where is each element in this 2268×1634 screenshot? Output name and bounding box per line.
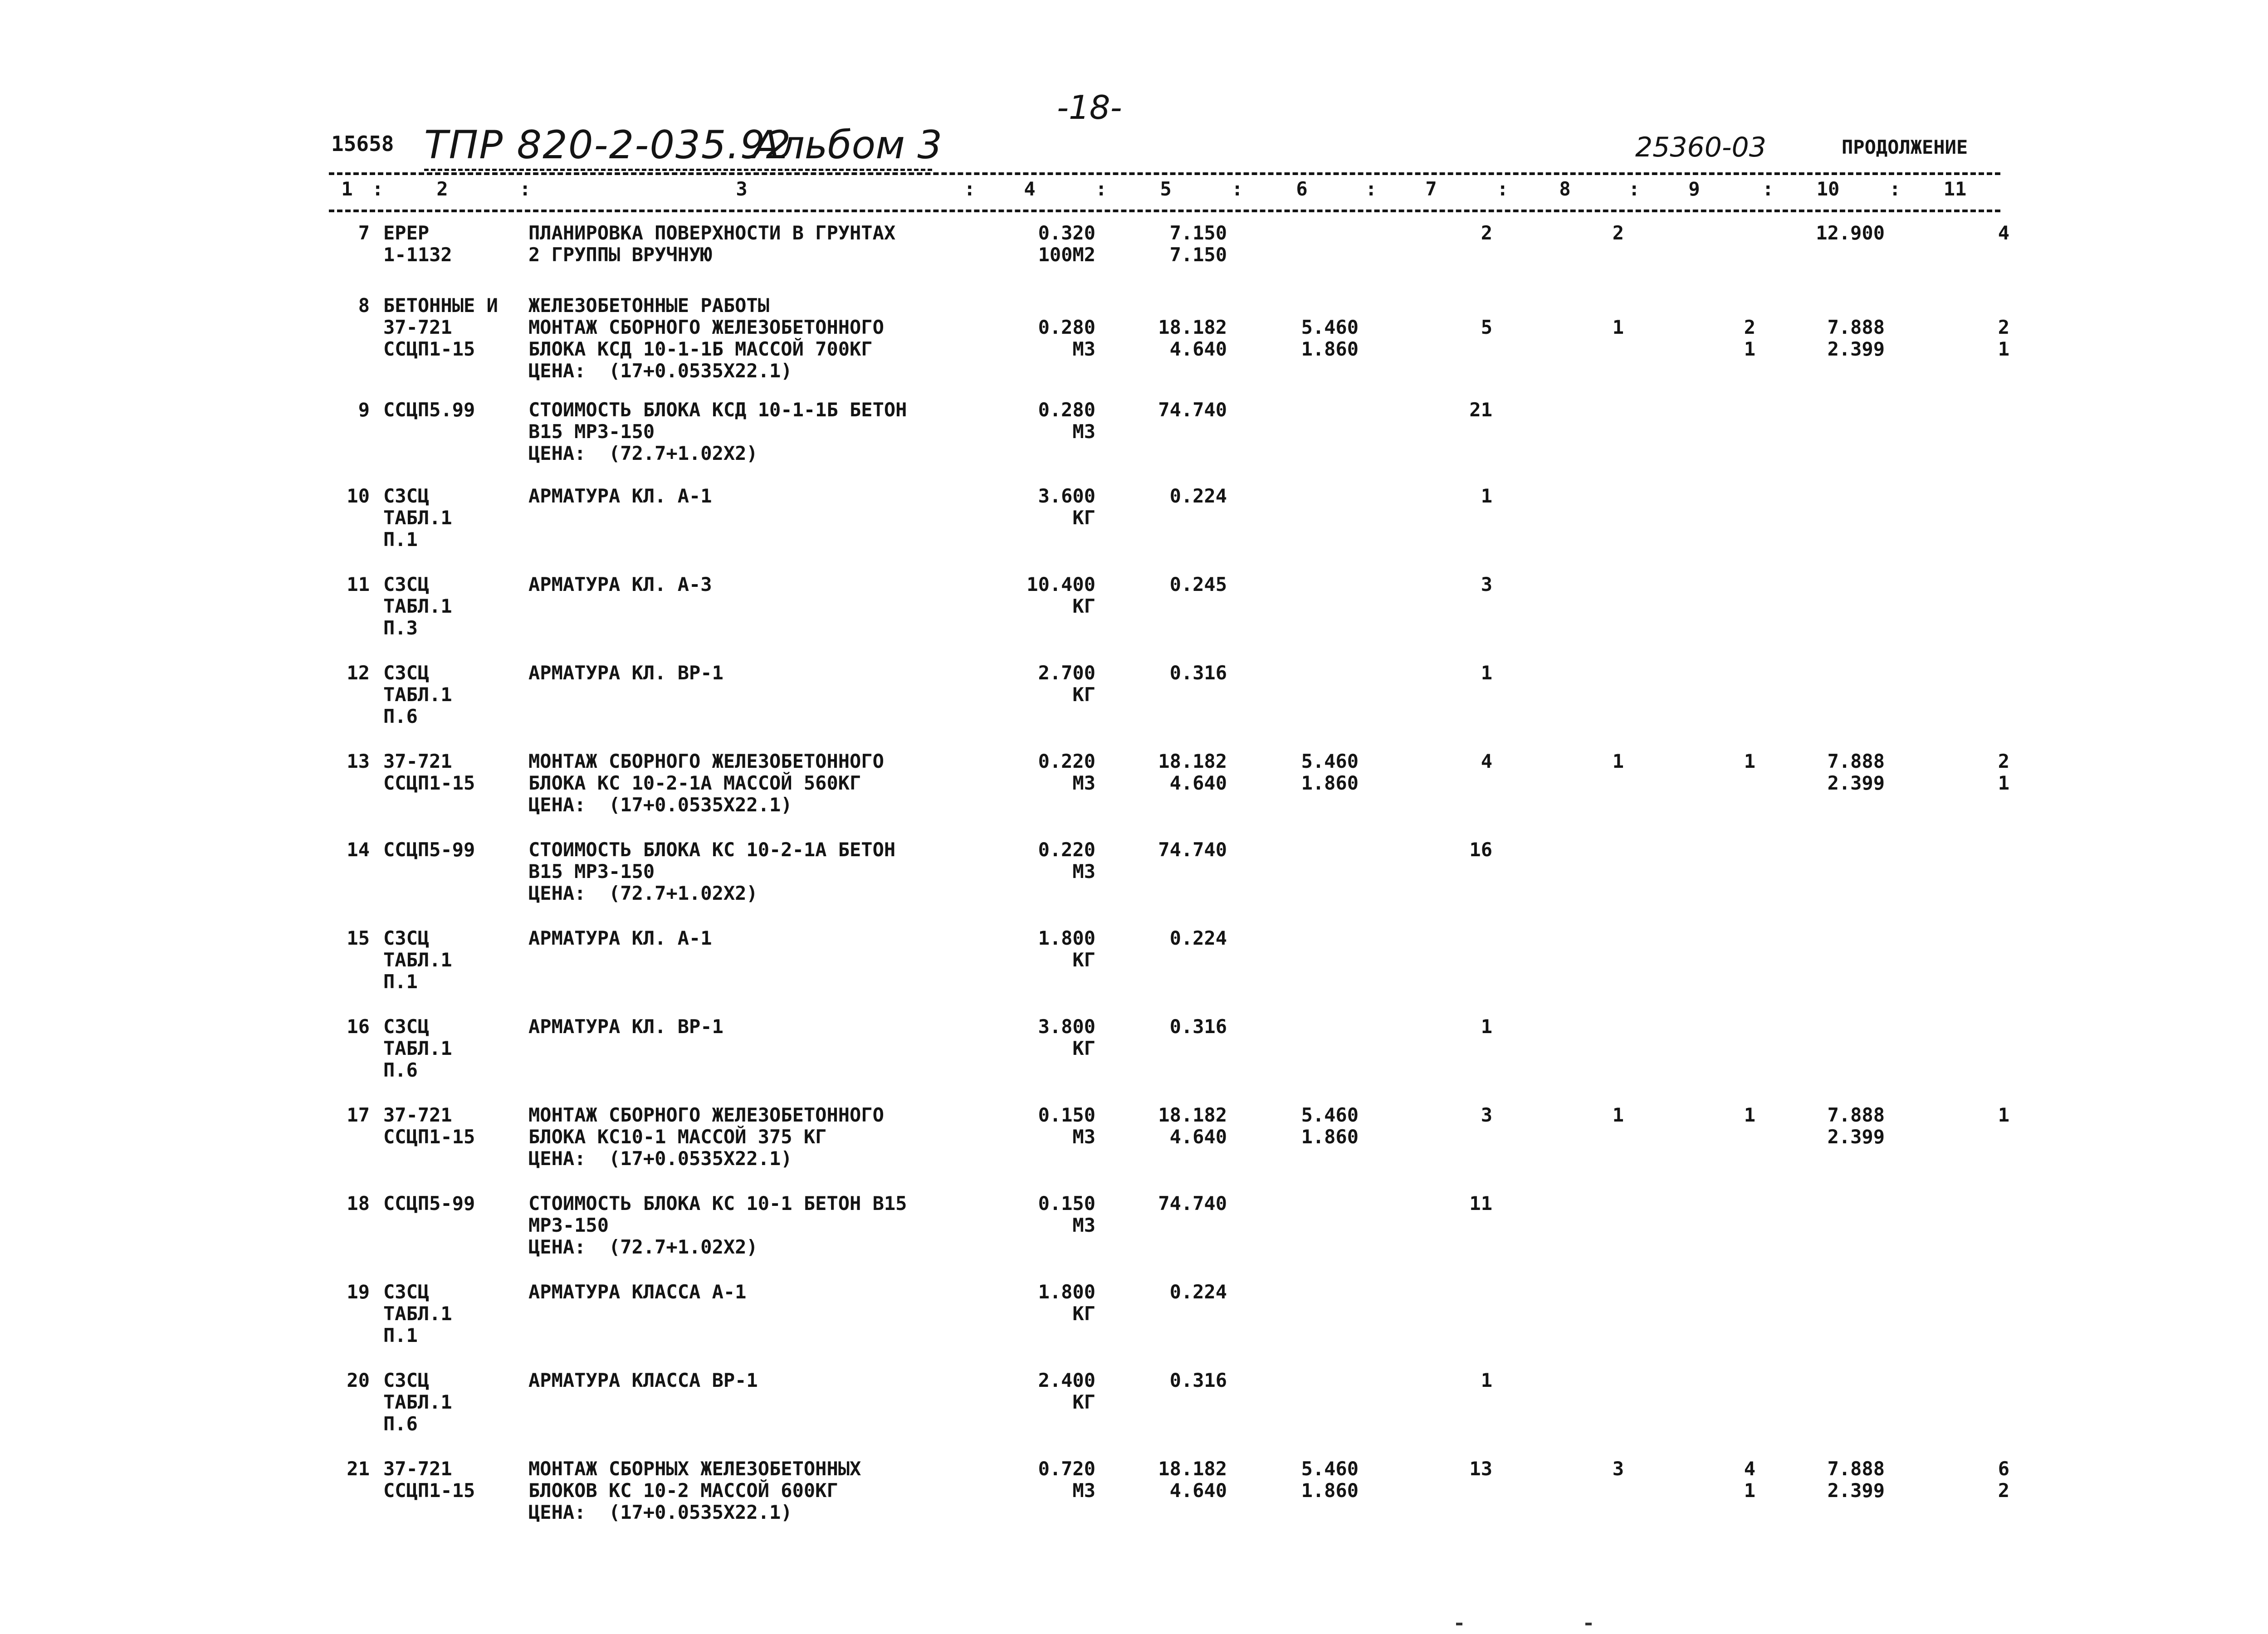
quantity-unit: 10.400 КГ <box>1026 573 1095 617</box>
col-6-value: 5.460 1.860 <box>1301 1104 1359 1148</box>
col-11-value: 4 <box>1998 222 2009 244</box>
col-7-value: 2 <box>1481 222 1492 244</box>
col-7-value: 1 <box>1481 485 1492 507</box>
row-number: 21 <box>347 1458 370 1480</box>
quantity-unit: 0.150 М3 <box>1038 1104 1095 1148</box>
col-7-value: 4 <box>1481 750 1492 772</box>
work-description: МОНТАЖ СБОРНЫХ ЖЕЛЕЗОБЕТОННЫХ БЛОКОВ КС 10-2 МАССОЙ 600КГ ЦЕНА: (17+0.0535Х22.1) <box>528 1458 861 1523</box>
column-separator: : <box>372 178 384 200</box>
col-5-value: 18.182 4.640 <box>1158 1104 1227 1148</box>
column-header-10: 10 <box>1816 178 1840 200</box>
normative-code: СЗСЦ ТАБЛ.1 П.6 <box>383 1369 452 1435</box>
normative-code: СЗСЦ ТАБЛ.1 П.1 <box>383 485 452 551</box>
work-description: АРМАТУРА КЛАССА А-1 <box>528 1281 747 1303</box>
col-9-value: 1 <box>1744 1104 1755 1126</box>
column-header-8: 8 <box>1559 178 1571 200</box>
column-header-2: 2 <box>436 178 448 200</box>
page-number: -18- <box>1057 88 1122 127</box>
col-8-value: 1 <box>1612 750 1624 772</box>
continuation-label: ПРОДОЛЖЕНИЕ <box>1842 136 1968 158</box>
quantity-unit: 0.280 М3 <box>1038 399 1095 443</box>
normative-code: ССЦП5-99 <box>383 839 475 861</box>
quantity-unit: 2.400 КГ <box>1038 1369 1095 1413</box>
work-description: СТОИМОСТЬ БЛОКА КСД 10-1-1Б БЕТОН В15 МРЗ-150 ЦЕНА: (72.7+1.02Х2) <box>528 399 907 464</box>
quantity-unit: 0.280 М3 <box>1038 316 1095 360</box>
row-number: 16 <box>347 1015 370 1038</box>
work-description: ЖЕЛЕЗОБЕТОННЫЕ РАБОТЫ МОНТАЖ СБОРНОГО ЖЕЛЕЗОБЕТОННОГО БЛОКА КСД 10-1-1Б МАССОЙ 700КГ ЦЕНА: (17+0.0535Х22.1) <box>528 294 884 382</box>
col-6-value: 5.460 1.860 <box>1301 1458 1359 1502</box>
normative-code: СЗСЦ ТАБЛ.1 П.3 <box>383 573 452 639</box>
col-11-value: 2 1 <box>1998 316 2009 360</box>
column-separator: : <box>1628 178 1640 200</box>
col-7-value: 16 <box>1469 839 1492 861</box>
col-11-value: 2 1 <box>1998 750 2009 794</box>
col-10-value: 12.900 <box>1816 222 1885 244</box>
col-8-value: 1 <box>1612 316 1624 338</box>
col-10-value: 7.888 2.399 <box>1827 1458 1885 1502</box>
column-header-3: 3 <box>736 178 748 200</box>
column-separator: : <box>1095 178 1107 200</box>
col-10-value: 7.888 2.399 <box>1827 1104 1885 1148</box>
normative-code: ССЦП5.99 <box>383 399 475 421</box>
column-header-9: 9 <box>1688 178 1700 200</box>
col-8-value: 1 <box>1612 1104 1624 1126</box>
col-5-value: 74.740 <box>1158 399 1227 421</box>
column-header-4: 4 <box>1024 178 1036 200</box>
scan-speck <box>1585 1623 1592 1625</box>
quantity-unit: 1.800 КГ <box>1038 927 1095 971</box>
col-7-value: 3 <box>1481 1104 1492 1126</box>
col-7-value: 3 <box>1481 573 1492 595</box>
normative-code: 37-721 ССЦП1-15 <box>383 1458 475 1502</box>
col-9-value: 1 <box>1744 750 1755 772</box>
document-code: 15658 <box>331 132 394 156</box>
col-7-value: 5 <box>1481 316 1492 338</box>
row-number: 9 <box>358 399 370 421</box>
col-7-value: 1 <box>1481 1015 1492 1038</box>
album-label: Альбом 3 <box>753 122 943 168</box>
col-5-value: 7.150 7.150 <box>1169 222 1227 266</box>
row-number: 20 <box>347 1369 370 1391</box>
scan-speck <box>1456 1623 1462 1625</box>
col-5-value: 0.245 <box>1169 573 1227 595</box>
col-10-value: 7.888 2.399 <box>1827 316 1885 360</box>
work-description: АРМАТУРА КЛ. А-1 <box>528 927 712 949</box>
col-5-value: 18.182 4.640 <box>1158 750 1227 794</box>
row-number: 11 <box>347 573 370 595</box>
normative-code: ССЦП5-99 <box>383 1192 475 1215</box>
col-9-value: 2 1 <box>1744 316 1755 360</box>
column-header-11: 11 <box>1943 178 1967 200</box>
column-header-1: 1 <box>341 178 353 200</box>
row-number: 13 <box>347 750 370 772</box>
quantity-unit: 0.220 М3 <box>1038 839 1095 883</box>
quantity-unit: 2.700 КГ <box>1038 662 1095 706</box>
col-11-value: 6 2 <box>1998 1458 2009 1502</box>
column-separator: : <box>964 178 976 200</box>
work-description: СТОИМОСТЬ БЛОКА КС 10-2-1А БЕТОН В15 МРЗ-150 ЦЕНА: (72.7+1.02Х2) <box>528 839 896 904</box>
normative-code: 37-721 ССЦП1-15 <box>383 1104 475 1148</box>
row-number: 17 <box>347 1104 370 1126</box>
work-description: АРМАТУРА КЛ. ВР-1 <box>528 1015 723 1038</box>
col-7-value: 21 <box>1469 399 1492 421</box>
col-5-value: 0.316 <box>1169 1015 1227 1038</box>
col-7-value: 1 <box>1481 662 1492 684</box>
normative-code: БЕТОННЫЕ И 37-721 ССЦП1-15 <box>383 294 498 360</box>
column-separator: : <box>1365 178 1377 200</box>
normative-code: СЗСЦ ТАБЛ.1 П.6 <box>383 1015 452 1081</box>
normative-code: ЕРЕР 1-1132 <box>383 222 452 266</box>
row-number: 7 <box>358 222 370 244</box>
normative-code: 37-721 ССЦП1-15 <box>383 750 475 794</box>
work-description: МОНТАЖ СБОРНОГО ЖЕЛЕЗОБЕТОННОГО БЛОКА КС10-1 МАССОЙ 375 КГ ЦЕНА: (17+0.0535Х22.1) <box>528 1104 884 1170</box>
row-number: 10 <box>347 485 370 507</box>
col-8-value: 3 <box>1612 1458 1624 1480</box>
quantity-unit: 1.800 КГ <box>1038 1281 1095 1325</box>
col-5-value: 0.224 <box>1169 1281 1227 1303</box>
work-description: АРМАТУРА КЛ. А-3 <box>528 573 712 595</box>
col-9-value: 4 1 <box>1744 1458 1755 1502</box>
row-number: 19 <box>347 1281 370 1303</box>
quantity-unit: 3.800 КГ <box>1038 1015 1095 1059</box>
estimate-code: 25360-03 <box>1635 132 1766 163</box>
col-5-value: 0.224 <box>1169 927 1227 949</box>
col-10-value: 7.888 2.399 <box>1827 750 1885 794</box>
column-header-7: 7 <box>1425 178 1437 200</box>
column-separator: : <box>519 178 531 200</box>
row-number: 12 <box>347 662 370 684</box>
col-7-value: 1 <box>1481 1369 1492 1391</box>
column-separator: : <box>1762 178 1774 200</box>
row-number: 14 <box>347 839 370 861</box>
work-description: ПЛАНИРОВКА ПОВЕРХНОСТИ В ГРУНТАХ 2 ГРУППЫ ВРУЧНУЮ <box>528 222 896 266</box>
col-7-value: 11 <box>1469 1192 1492 1215</box>
col-5-value: 18.182 4.640 <box>1158 316 1227 360</box>
col-6-value: 5.460 1.860 <box>1301 316 1359 360</box>
work-description: АРМАТУРА КЛАССА ВР-1 <box>528 1369 758 1391</box>
column-separator: : <box>1232 178 1243 200</box>
col-6-value: 5.460 1.860 <box>1301 750 1359 794</box>
quantity-unit: 0.150 М3 <box>1038 1192 1095 1236</box>
col-5-value: 0.316 <box>1169 662 1227 684</box>
column-separator: : <box>1497 178 1509 200</box>
project-title: ТПР 820-2-035.92 <box>424 122 792 168</box>
col-7-value: 13 <box>1469 1458 1492 1480</box>
work-description: МОНТАЖ СБОРНОГО ЖЕЛЕЗОБЕТОННОГО БЛОКА КС 10-2-1А МАССОЙ 560КГ ЦЕНА: (17+0.0535Х22.1) <box>528 750 884 816</box>
column-header-6: 6 <box>1296 178 1308 200</box>
quantity-unit: 0.320 100М2 <box>1038 222 1095 266</box>
row-number: 8 <box>358 294 370 317</box>
column-header-5: 5 <box>1160 178 1172 200</box>
work-description: АРМАТУРА КЛ. А-1 <box>528 485 712 507</box>
col-5-value: 74.740 <box>1158 1192 1227 1215</box>
normative-code: СЗСЦ ТАБЛ.1 П.1 <box>383 927 452 993</box>
quantity-unit: 3.600 КГ <box>1038 485 1095 529</box>
row-number: 18 <box>347 1192 370 1215</box>
normative-code: СЗСЦ ТАБЛ.1 П.1 <box>383 1281 452 1346</box>
work-description: АРМАТУРА КЛ. ВР-1 <box>528 662 723 684</box>
col-5-value: 0.224 <box>1169 485 1227 507</box>
col-5-value: 18.182 4.640 <box>1158 1458 1227 1502</box>
column-separator: : <box>1889 178 1901 200</box>
col-5-value: 0.316 <box>1169 1369 1227 1391</box>
col-5-value: 74.740 <box>1158 839 1227 861</box>
col-8-value: 2 <box>1612 222 1624 244</box>
col-11-value: 1 <box>1998 1104 2009 1126</box>
quantity-unit: 0.720 М3 <box>1038 1458 1095 1502</box>
row-number: 15 <box>347 927 370 949</box>
normative-code: СЗСЦ ТАБЛ.1 П.6 <box>383 662 452 727</box>
quantity-unit: 0.220 М3 <box>1038 750 1095 794</box>
work-description: СТОИМОСТЬ БЛОКА КС 10-1 БЕТОН В15 МРЗ-150 ЦЕНА: (72.7+1.02Х2) <box>528 1192 907 1258</box>
